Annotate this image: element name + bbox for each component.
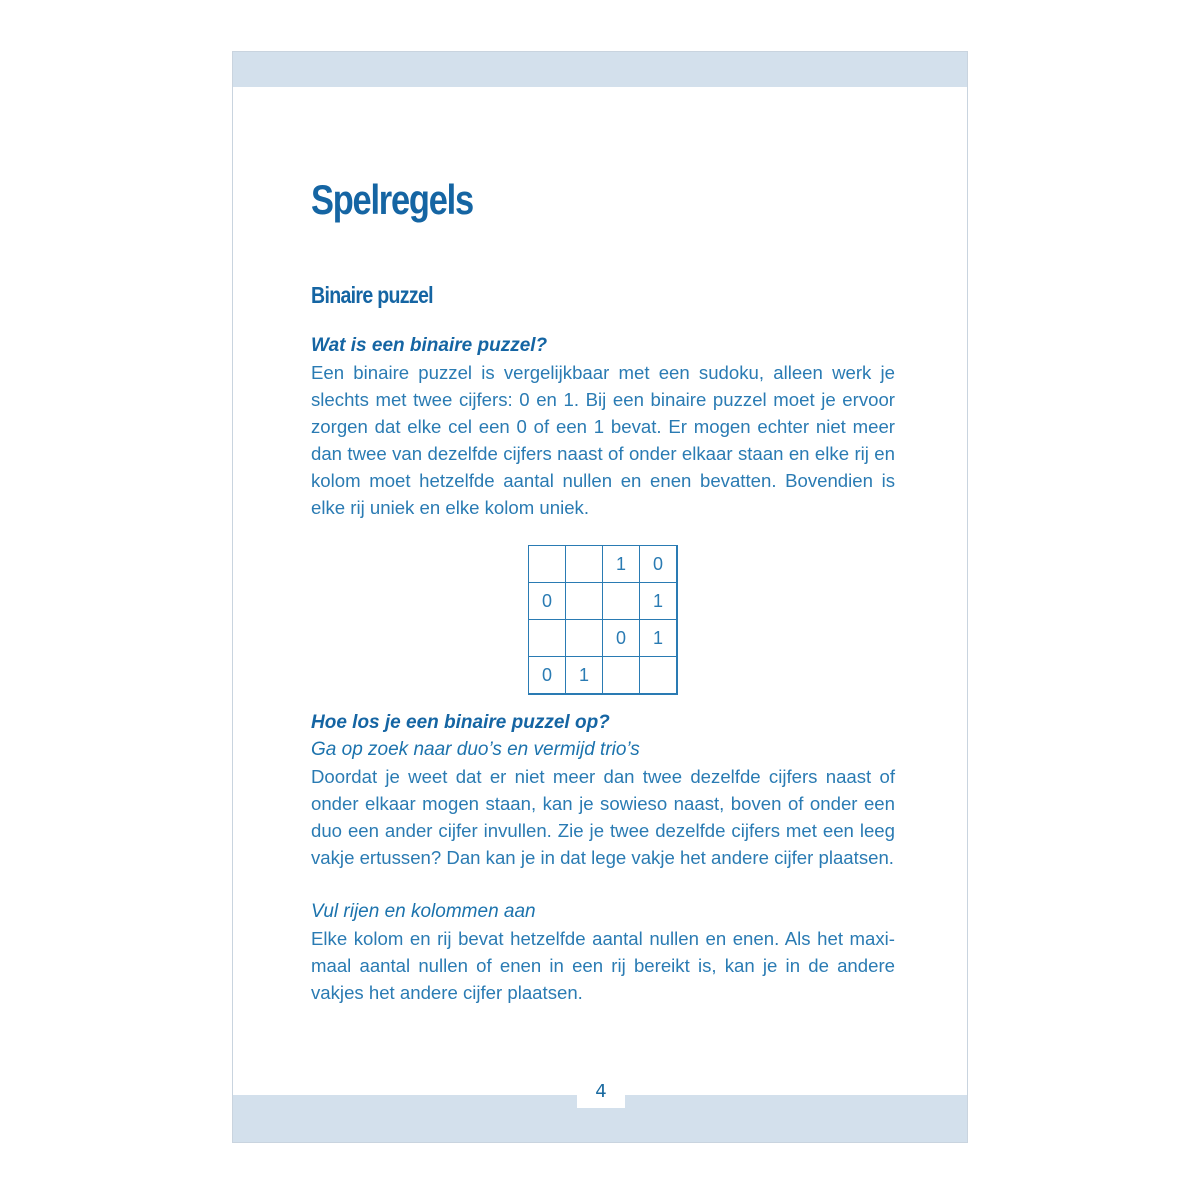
paragraph-duos: Doordat je weet dat er niet meer dan twee dezelfde cijfers naast of onder elkaar mogen staan, kan je sowieso naast, boven of onder een duo een ander cijfer invullen. Zie je twee dezelfde cijfers met een leeg vakje ertussen? Dan kan je in dat lege vakje het andere cijfer plaatsen. <box>311 766 895 868</box>
page-title: Spelregels <box>311 176 473 223</box>
spacer <box>311 871 895 898</box>
example-grid-wrapper <box>311 545 895 695</box>
book-page <box>232 51 968 1143</box>
grid-cell: 0 <box>602 619 640 657</box>
example-grid <box>528 545 678 695</box>
grid-cell <box>565 619 603 657</box>
section-title: Binaire puzzel <box>311 282 433 308</box>
grid-cell <box>602 656 640 694</box>
page-content <box>311 172 895 1006</box>
grid-cell: 1 <box>565 656 603 694</box>
grid-cell: 1 <box>602 545 640 583</box>
page-number: 4 <box>577 1076 625 1108</box>
grid-cell <box>565 545 603 583</box>
grid-cell <box>565 582 603 620</box>
subheading-duos: Ga op zoek naar duo’s en vermijd trio’s <box>311 739 640 760</box>
top-band <box>233 52 967 87</box>
question-heading-how: Hoe los je een binaire puzzel op? <box>311 712 610 733</box>
grid-cell: 0 <box>639 545 677 583</box>
question-heading-what: Wat is een binaire puzzel? <box>311 335 548 356</box>
paragraph-rows-columns: Elke kolom en rij bevat hetzelfde aantal nullen en enen. Als het maximaal aantal nullen of enen in een rij bereikt is, kan je in de andere vakjes het andere cijfer plaatsen. <box>311 928 895 1003</box>
grid-cell <box>602 582 640 620</box>
grid-cell: 0 <box>528 656 566 694</box>
paragraph-what: Een binaire puzzel is vergelijkbaar met een sudoku, alleen werk je slechts met twee cijfers: 0 en 1. Bij een binaire puzzel moet je ervoor zorgen dat elke cel een 0 of een 1 bevat. Er mogen echter niet meer dan twee van dezelfde cijfers naast of onder elkaar staan en elke rij en kolom moet hetzelfde aantal nullen en enen bevatten. Bovendien is elke rij uniek en elke kolom uniek. <box>311 362 895 518</box>
grid-cell <box>639 656 677 694</box>
subheading-rows-columns: Vul rijen en kolommen aan <box>311 901 536 922</box>
grid-cell: 1 <box>639 582 677 620</box>
grid-cell <box>528 619 566 657</box>
grid-cell <box>528 545 566 583</box>
grid-cell: 1 <box>639 619 677 657</box>
grid-cell: 0 <box>528 582 566 620</box>
